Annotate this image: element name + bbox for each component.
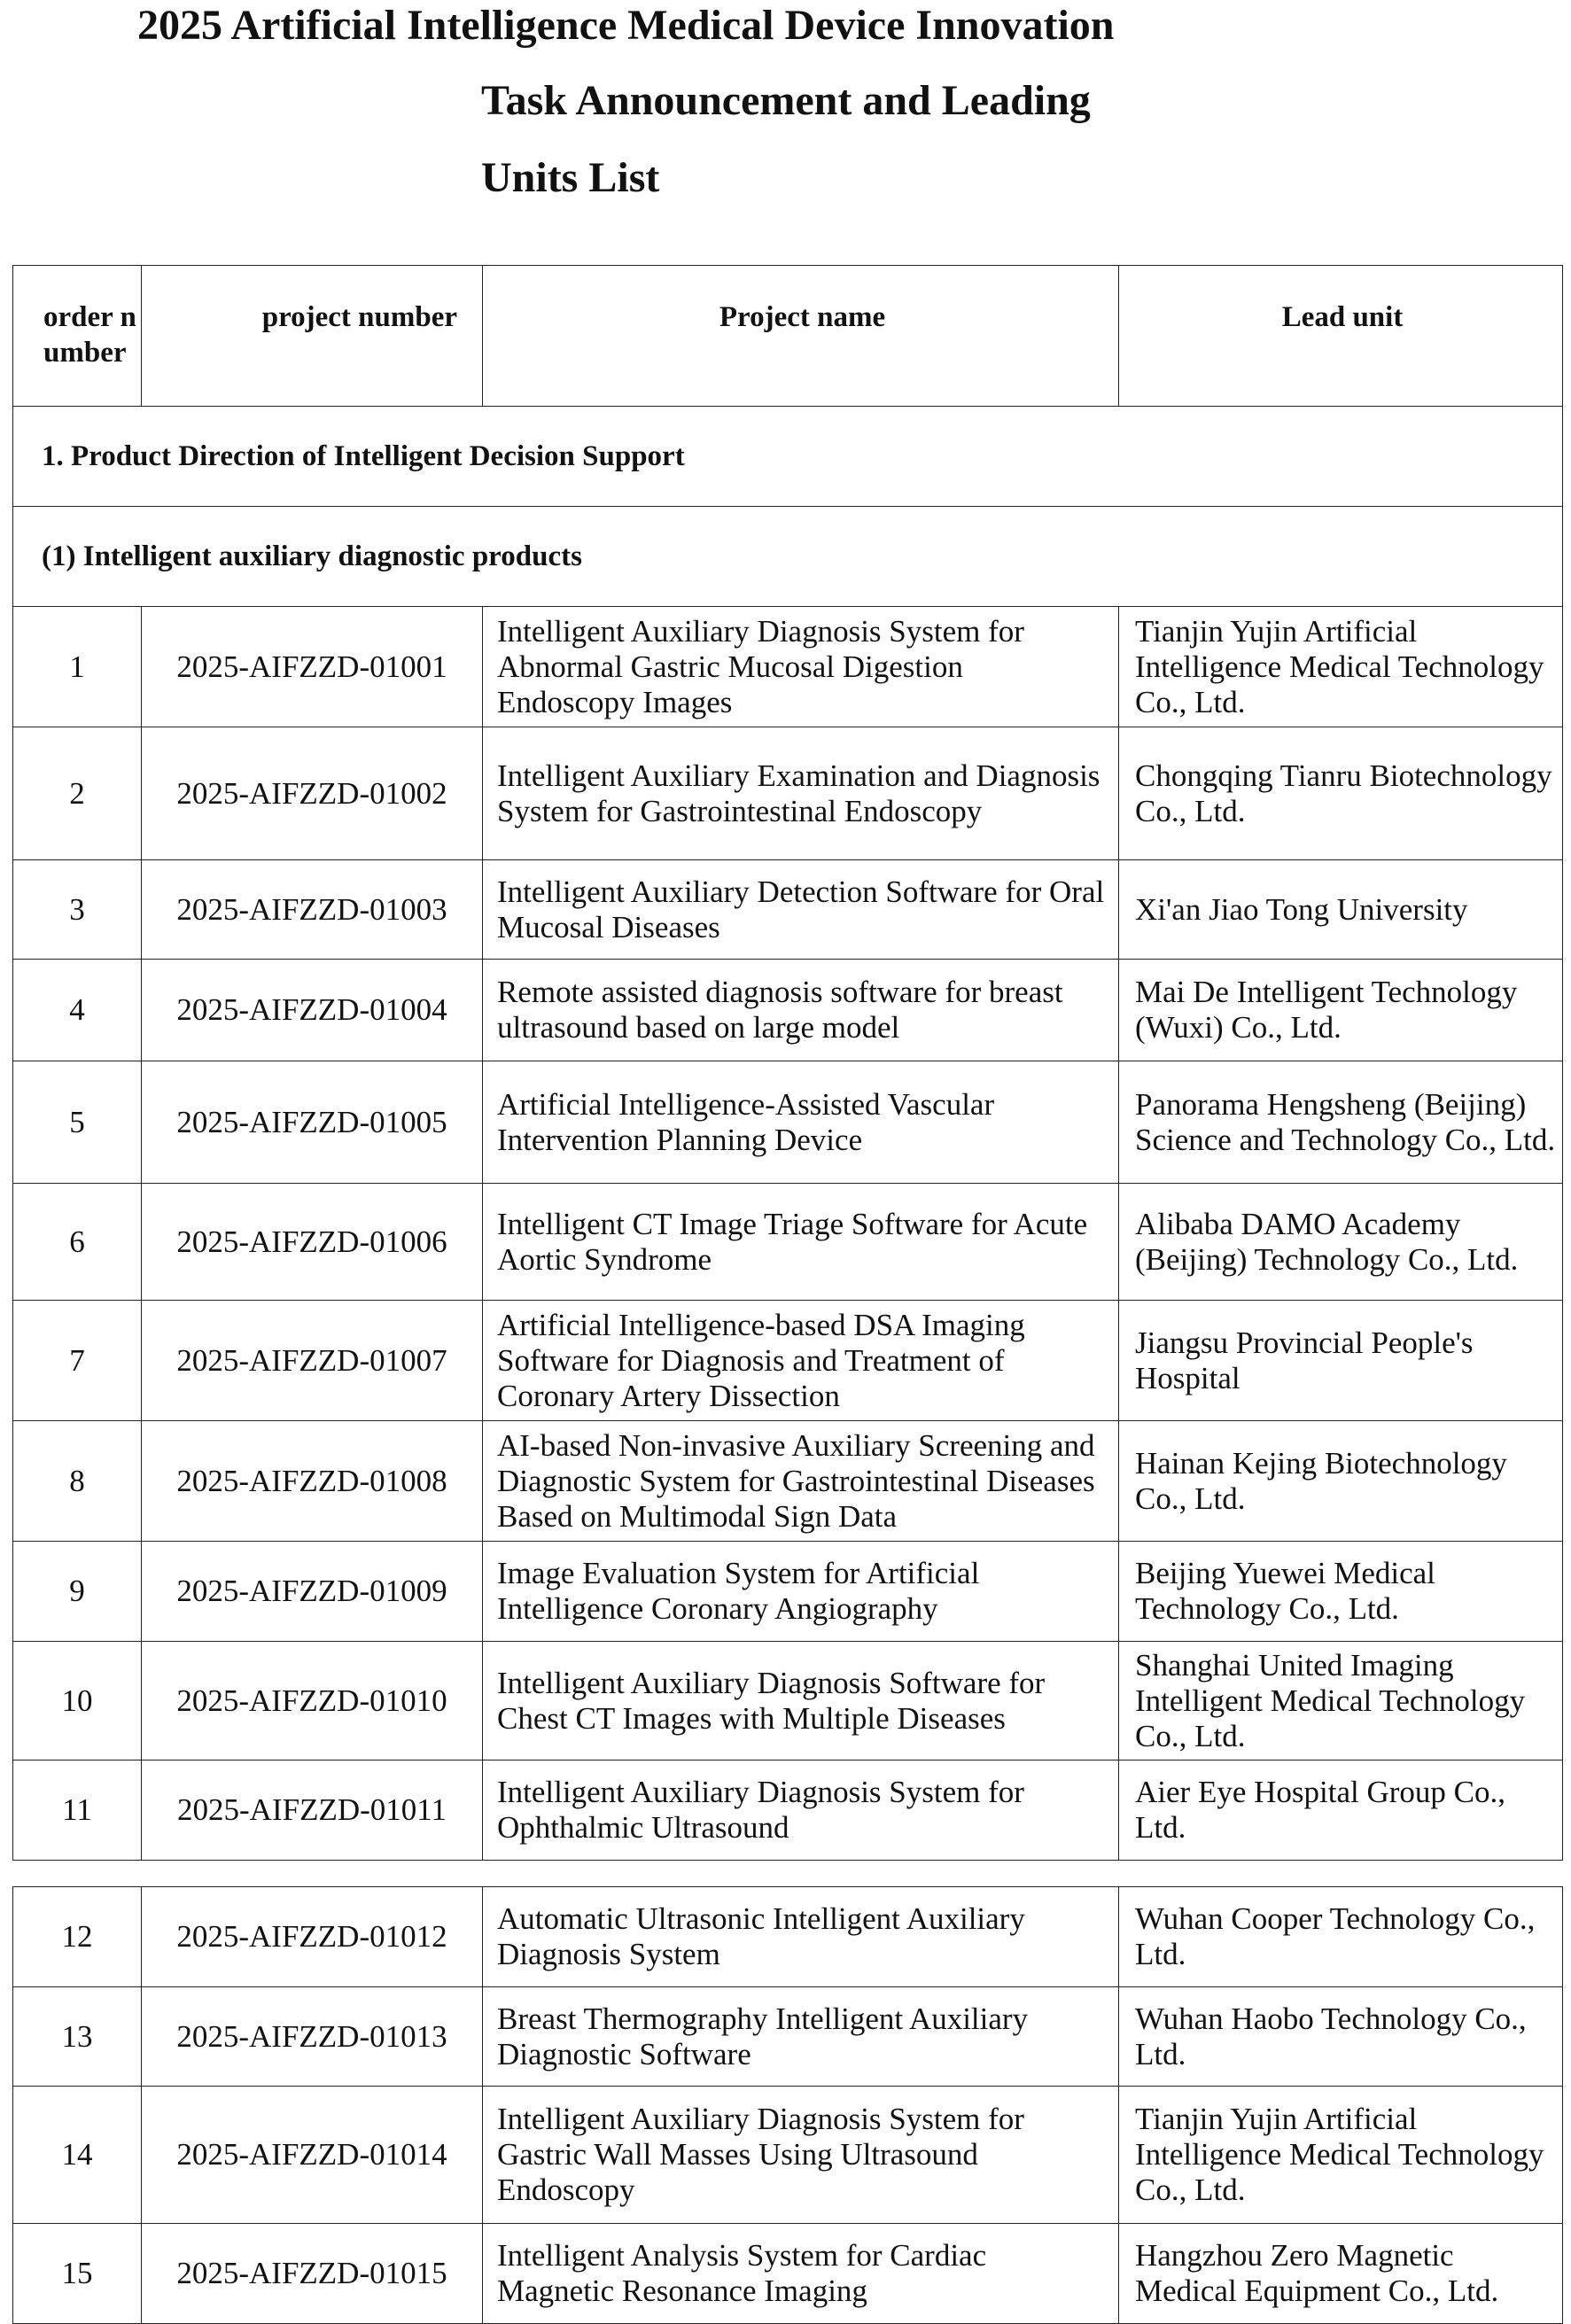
table-row xyxy=(13,1887,1563,1987)
table-row xyxy=(13,1301,1563,1421)
project-name-cell: Remote assisted diagnosis software for breast ultrasound based on large model xyxy=(483,960,1119,1061)
order-number-cell: 7 xyxy=(13,1301,142,1421)
projects-table xyxy=(12,265,1563,1861)
project-number-cell: 2025-AIFZZD-01002 xyxy=(142,727,483,860)
subsection-heading: (1) Intelligent auxiliary diagnostic products xyxy=(13,507,1563,607)
project-number-cell: 2025-AIFZZD-01012 xyxy=(142,1887,483,1987)
header-row xyxy=(13,266,1563,407)
project-number-cell: 2025-AIFZZD-01007 xyxy=(142,1301,483,1421)
header-order-number: order number xyxy=(13,266,142,407)
section-heading: 1. Product Direction of Intelligent Decision Support xyxy=(13,407,1563,507)
order-number-cell: 6 xyxy=(13,1184,142,1301)
order-number-cell: 8 xyxy=(13,1421,142,1542)
project-number-cell: 2025-AIFZZD-01001 xyxy=(142,607,483,727)
project-name-cell: AI-based Non-invasive Auxiliary Screening and Diagnostic System for Gastrointestinal Diseases Based on Multimodal Sign Data xyxy=(483,1421,1119,1542)
lead-unit-cell: Wuhan Haobo Technology Co., Ltd. xyxy=(1119,1987,1563,2087)
lead-unit-cell: Wuhan Cooper Technology Co., Ltd. xyxy=(1119,1887,1563,1987)
document-title-line-3: Units List xyxy=(481,154,660,201)
table-row xyxy=(13,1987,1563,2087)
table-row xyxy=(13,1642,1563,1760)
order-number-cell: 12 xyxy=(13,1887,142,1987)
order-number-cell: 11 xyxy=(13,1760,142,1861)
project-number-cell: 2025-AIFZZD-01008 xyxy=(142,1421,483,1542)
header-project-number: project number xyxy=(142,266,483,407)
lead-unit-cell: Mai De Intelligent Technology (Wuxi) Co., Ltd. xyxy=(1119,960,1563,1061)
table-row xyxy=(13,2224,1563,2324)
subsection-row xyxy=(13,507,1563,607)
table-row xyxy=(13,2087,1563,2224)
lead-unit-cell: Hangzhou Zero Magnetic Medical Equipment Co., Ltd. xyxy=(1119,2224,1563,2324)
order-number-cell: 9 xyxy=(13,1542,142,1642)
project-number-cell: 2025-AIFZZD-01005 xyxy=(142,1061,483,1184)
project-number-cell: 2025-AIFZZD-01014 xyxy=(142,2087,483,2224)
table-row xyxy=(13,1542,1563,1642)
table-row xyxy=(13,607,1563,727)
project-name-cell: Intelligent Auxiliary Diagnosis System for Ophthalmic Ultrasound xyxy=(483,1760,1119,1861)
table-row xyxy=(13,1061,1563,1184)
order-number-cell: 10 xyxy=(13,1642,142,1760)
project-number-cell: 2025-AIFZZD-01003 xyxy=(142,860,483,960)
lead-unit-cell: Beijing Yuewei Medical Technology Co., Ltd. xyxy=(1119,1542,1563,1642)
project-name-cell: Automatic Ultrasonic Intelligent Auxiliary Diagnosis System xyxy=(483,1887,1119,1987)
project-name-cell: Intelligent Auxiliary Detection Software for Oral Mucosal Diseases xyxy=(483,860,1119,960)
table-row xyxy=(13,727,1563,860)
order-number-cell: 4 xyxy=(13,960,142,1061)
lead-unit-cell: Tianjin Yujin Artificial Intelligence Medical Technology Co., Ltd. xyxy=(1119,2087,1563,2224)
project-name-cell: Image Evaluation System for Artificial Intelligence Coronary Angiography xyxy=(483,1542,1119,1642)
order-number-cell: 1 xyxy=(13,607,142,727)
lead-unit-cell: Alibaba DAMO Academy (Beijing) Technology Co., Ltd. xyxy=(1119,1184,1563,1301)
lead-unit-cell: Hainan Kejing Biotechnology Co., Ltd. xyxy=(1119,1421,1563,1542)
project-number-cell: 2025-AIFZZD-01015 xyxy=(142,2224,483,2324)
section-row xyxy=(13,407,1563,507)
projects-table-continued xyxy=(12,1886,1563,2324)
project-number-cell: 2025-AIFZZD-01013 xyxy=(142,1987,483,2087)
table-row xyxy=(13,1184,1563,1301)
table-row xyxy=(13,960,1563,1061)
project-name-cell: Intelligent CT Image Triage Software for Acute Aortic Syndrome xyxy=(483,1184,1119,1301)
order-number-cell: 13 xyxy=(13,1987,142,2087)
table-row xyxy=(13,1760,1563,1861)
project-number-cell: 2025-AIFZZD-01009 xyxy=(142,1542,483,1642)
project-name-cell: Intelligent Analysis System for Cardiac Magnetic Resonance Imaging xyxy=(483,2224,1119,2324)
lead-unit-cell: Aier Eye Hospital Group Co., Ltd. xyxy=(1119,1760,1563,1861)
order-number-cell: 3 xyxy=(13,860,142,960)
lead-unit-cell: Xi'an Jiao Tong University xyxy=(1119,860,1563,960)
document-title-line-2: Task Announcement and Leading xyxy=(481,77,1091,124)
project-name-cell: Artificial Intelligence-Assisted Vascular Intervention Planning Device xyxy=(483,1061,1119,1184)
lead-unit-cell: Shanghai United Imaging Intelligent Medical Technology Co., Ltd. xyxy=(1119,1642,1563,1760)
table-row xyxy=(13,860,1563,960)
header-project-name: Project name xyxy=(483,266,1119,407)
document-title-line-1: 2025 Artificial Intelligence Medical Device Innovation xyxy=(137,2,1115,49)
lead-unit-cell: Panorama Hengsheng (Beijing) Science and Technology Co., Ltd. xyxy=(1119,1061,1563,1184)
header-lead-unit: Lead unit xyxy=(1119,266,1563,407)
project-number-cell: 2025-AIFZZD-01010 xyxy=(142,1642,483,1760)
project-name-cell: Artificial Intelligence-based DSA Imaging Software for Diagnosis and Treatment of Coronary Artery Dissection xyxy=(483,1301,1119,1421)
project-name-cell: Breast Thermography Intelligent Auxiliary Diagnostic Software xyxy=(483,1987,1119,2087)
lead-unit-cell: Chongqing Tianru Biotechnology Co., Ltd. xyxy=(1119,727,1563,860)
order-number-cell: 15 xyxy=(13,2224,142,2324)
order-number-cell: 14 xyxy=(13,2087,142,2224)
project-name-cell: Intelligent Auxiliary Diagnosis System for Abnormal Gastric Mucosal Digestion Endoscopy Images xyxy=(483,607,1119,727)
project-name-cell: Intelligent Auxiliary Diagnosis Software for Chest CT Images with Multiple Diseases xyxy=(483,1642,1119,1760)
order-number-cell: 5 xyxy=(13,1061,142,1184)
order-number-cell: 2 xyxy=(13,727,142,860)
project-name-cell: Intelligent Auxiliary Diagnosis System for Gastric Wall Masses Using Ultrasound Endoscopy xyxy=(483,2087,1119,2224)
project-number-cell: 2025-AIFZZD-01006 xyxy=(142,1184,483,1301)
lead-unit-cell: Tianjin Yujin Artificial Intelligence Medical Technology Co., Ltd. xyxy=(1119,607,1563,727)
table-row xyxy=(13,1421,1563,1542)
project-number-cell: 2025-AIFZZD-01004 xyxy=(142,960,483,1061)
project-name-cell: Intelligent Auxiliary Examination and Diagnosis System for Gastrointestinal Endoscopy xyxy=(483,727,1119,860)
lead-unit-cell: Jiangsu Provincial People's Hospital xyxy=(1119,1301,1563,1421)
project-number-cell: 2025-AIFZZD-01011 xyxy=(142,1760,483,1861)
